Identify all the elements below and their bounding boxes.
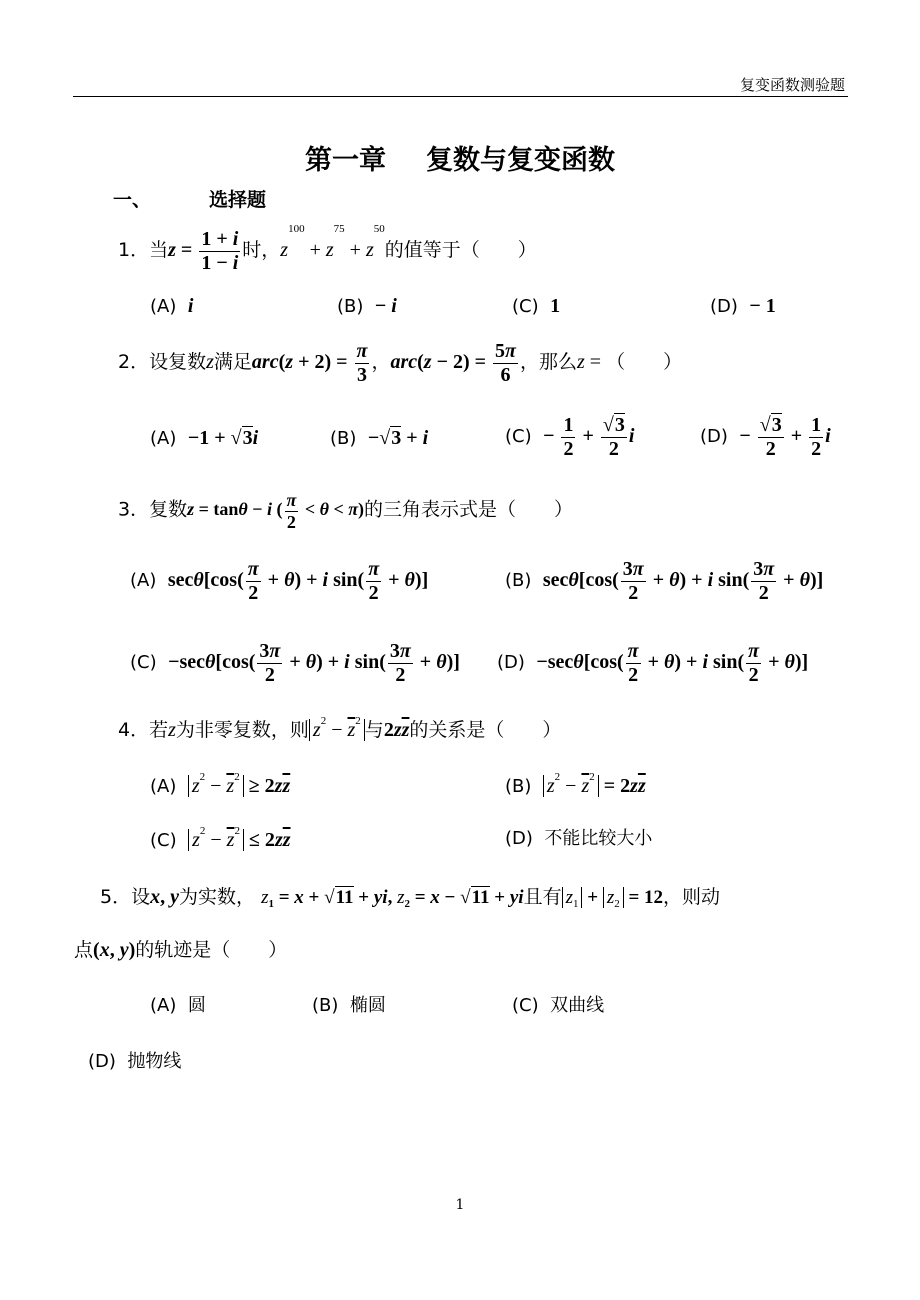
math-expr: −√3 + i	[367, 427, 429, 449]
question-text: 的轨迹是（ ）	[135, 939, 288, 961]
math-expr: secθ[cos( $\frac{\pi}{2}$ + θ) + i sin( $\frac{\pi}{2}$ + θ)]	[167, 558, 429, 604]
question-number: 1．	[118, 239, 150, 262]
question-text: 满足	[213, 351, 252, 374]
option-text: 圆	[187, 995, 206, 1016]
question-text: 当	[149, 239, 169, 262]
option-label: (C)	[512, 995, 539, 1016]
question-3	[118, 490, 573, 532]
math-expr: $z^2 - \overline{z}^2$	[309, 719, 365, 741]
option-text: 抛物线	[127, 1051, 182, 1072]
q3-option-b	[505, 558, 823, 605]
option-label: (A)	[150, 428, 177, 449]
question-number: 3．	[118, 498, 150, 521]
q4-option-d	[505, 830, 652, 848]
option-label: (C)	[150, 830, 177, 851]
question-2	[118, 340, 682, 387]
question-text: 为非零复数，则	[175, 719, 309, 741]
math-expr: x, y	[150, 886, 179, 908]
q3-option-d	[497, 640, 808, 687]
question-text: 复数	[149, 498, 188, 521]
chapter-title	[0, 138, 920, 177]
math-expr: (x, y)	[93, 939, 136, 961]
q5-option-b	[312, 997, 386, 1015]
math-expr: $z^2 - \overline{z}^2 \le 2z\overline{z}$	[188, 829, 290, 851]
option-label: (C)	[512, 296, 539, 317]
question-1	[118, 223, 537, 275]
option-label: (C)	[505, 426, 532, 448]
option-label: (B)	[505, 570, 532, 592]
question-number: 5．	[100, 886, 132, 908]
question-text: （ ）	[606, 351, 683, 374]
math-expr: arc(z + 2) = $\frac{\pi}{3}$	[251, 340, 368, 386]
math-expr: =	[584, 351, 607, 374]
question-text: 若	[149, 719, 169, 741]
question-text: 设复数	[149, 351, 207, 374]
running-header: 复变函数测验题	[739, 76, 845, 94]
math-expr: z = $\frac{1 + i}{1 - i}$	[168, 228, 239, 274]
option-label: (A)	[150, 995, 177, 1016]
option-text: 不能比较大小	[544, 828, 653, 849]
section-heading	[113, 185, 266, 212]
math-expr: z	[168, 719, 176, 741]
q4-option-c	[150, 825, 291, 851]
q5-option-d	[88, 1053, 181, 1071]
math-expr: 1	[550, 295, 561, 317]
option-label: (B)	[505, 776, 532, 797]
math-expr: arc(z − 2) = $\frac{5\pi}{6}$	[390, 340, 516, 386]
section-title: 选择题	[209, 189, 267, 211]
option-label: (D)	[505, 828, 533, 849]
question-5-line-2	[74, 940, 287, 960]
math-expr: − $\frac{1}{2}$ + $\frac{√3}{2}$ i	[543, 414, 635, 460]
math-expr: z = tanθ − i ( $\frac{\pi}{2}$ < θ < π)	[187, 490, 365, 532]
header-rule	[73, 96, 848, 97]
q2-option-d	[700, 414, 831, 461]
question-number: 2．	[118, 351, 150, 374]
question-text: 且有	[523, 886, 562, 908]
question-number: 4．	[118, 719, 150, 741]
option-label: (D)	[497, 652, 525, 674]
page-number: 1	[455, 1197, 465, 1213]
q1-option-b	[337, 296, 397, 316]
q4-option-a	[150, 771, 291, 797]
question-text: 与	[364, 719, 384, 741]
question-text: 的关系是（ ）	[409, 719, 562, 741]
q2-option-c	[505, 414, 634, 461]
option-text: 椭圆	[349, 995, 386, 1016]
option-label: (B)	[337, 296, 364, 317]
option-label: (A)	[150, 776, 177, 797]
q1-option-a	[150, 296, 193, 316]
math-expr: −1 + √3i	[187, 427, 259, 449]
q1-option-c	[512, 296, 560, 316]
question-text: ，则动	[663, 886, 721, 908]
q2-option-b	[330, 428, 428, 448]
question-text: ，那么	[519, 351, 577, 374]
math-expr: i	[187, 295, 194, 317]
option-label: (B)	[330, 428, 357, 449]
math-expr: z1 + z2 = 12	[562, 887, 663, 908]
question-text: ，	[371, 351, 391, 374]
math-expr: $z^2 - \overline{z}^2 = 2z\overline{z}$	[543, 775, 646, 797]
math-expr: $z^{100} + z^{75} + z^{50}$	[280, 223, 385, 262]
q4-option-b	[505, 771, 646, 797]
q1-option-d	[710, 296, 776, 316]
option-label: (A)	[130, 570, 157, 592]
q5-option-c	[512, 997, 604, 1015]
question-text: 为实数，	[179, 886, 256, 908]
math-expr: secθ[cos( $\frac{3\pi}{2}$ + θ) + i sin( $\frac{3\pi}{2}$ + θ)]	[542, 558, 824, 604]
chapter-label: 第一章	[305, 145, 386, 176]
math-expr: $z^2 - \overline{z}^2 \ge 2z\overline{z}$	[188, 775, 290, 797]
math-expr: − i	[374, 295, 397, 317]
math-expr: $2z\overline{z}$	[383, 719, 410, 741]
q5-option-a	[150, 997, 206, 1015]
question-text: 的值等于（ ）	[384, 239, 537, 262]
option-label: (B)	[312, 995, 339, 1016]
math-expr: z	[576, 351, 585, 374]
q3-option-a	[130, 558, 428, 605]
option-label: (C)	[130, 652, 157, 674]
q3-option-c	[130, 640, 460, 687]
option-label: (D)	[710, 296, 738, 317]
option-label: (D)	[88, 1051, 116, 1072]
question-text: 点	[74, 939, 94, 961]
math-expr: − $\frac{√3}{2}$ + $\frac{1}{2}$ i	[739, 414, 831, 460]
option-label: (A)	[150, 296, 177, 317]
math-expr: z	[206, 351, 214, 374]
option-label: (D)	[700, 426, 728, 448]
question-text: 时，	[242, 239, 281, 262]
option-text: 双曲线	[550, 995, 605, 1016]
math-expr: − 1	[749, 295, 776, 317]
question-text: 设	[131, 886, 151, 908]
q2-option-a	[150, 428, 258, 448]
math-expr: z1 = x + √11 + yi, z2 = x − √11 + yi	[261, 887, 524, 910]
question-5	[100, 886, 721, 910]
math-expr: −secθ[cos( $\frac{3\pi}{2}$ + θ) + i sin( $\frac{3\pi}{2}$ + θ)]	[168, 640, 460, 686]
chapter-name: 复数与复变函数	[426, 145, 615, 176]
section-number: 一、	[113, 189, 152, 211]
math-expr: −secθ[cos( $\frac{\pi}{2}$ + θ) + i sin( $\frac{\pi}{2}$ + θ)]	[536, 640, 809, 686]
question-text: 的三角表示式是（ ）	[364, 498, 574, 521]
question-4	[118, 715, 562, 741]
